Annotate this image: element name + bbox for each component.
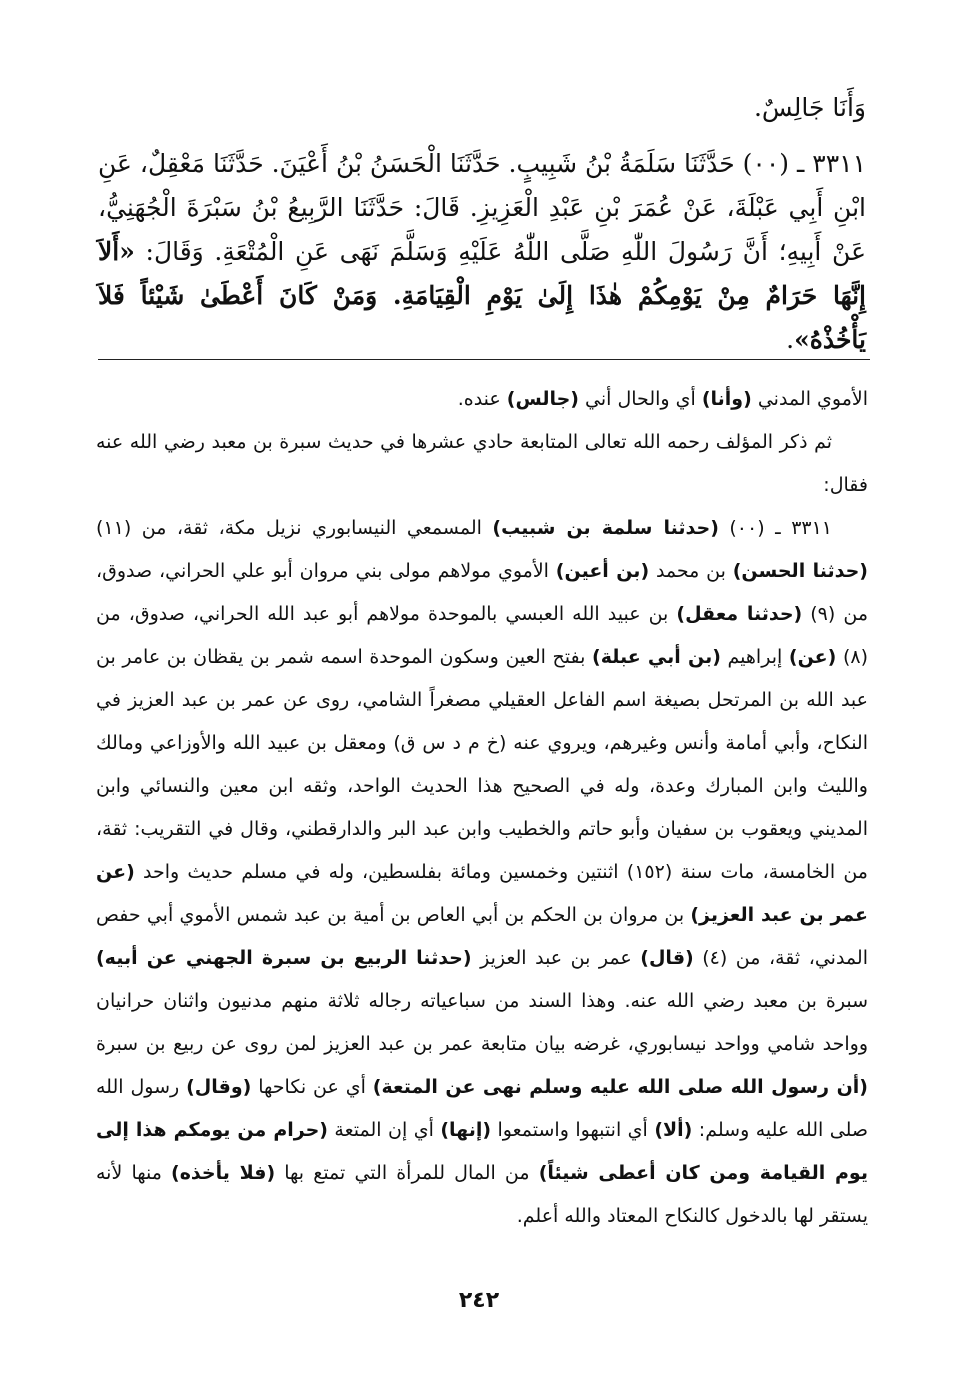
commentary-text: عنده.: [457, 388, 507, 410]
commentary-text: ٣٣١١ ـ (٠٠): [718, 517, 833, 539]
hadith-matn-bold: «أَلاَ إِنَّهَا حَرَامٌ مِنْ يَوْمِكُمْ هٰذَا إِلَىٰ يَوْمِ الْقِيَامَةِ. وَمَنْ كَانَ أَعْطَىٰ شَيْئاً فَلاَ يَأْخُذْهُ»: [98, 237, 866, 354]
commentary-bold: (وقال): [186, 1076, 252, 1098]
hadith-continuation-text: وَأَنَا جَالِسٌ.: [753, 93, 866, 122]
commentary-text: بفتح العين وسكون الموحدة اسمه شمر بن يقظان بن عامر بن عبد الله بن المرتحل بصيغة اسم الفاعل العقيلي مصغراً الشامي، روى عن عمر بن عبد العزيز في النكاح، وأبي أمامة وأنس وغيرهم، ويروي عنه (خ م د س ق) ومعقل بن عبيد الله والأوزاعي ومالك والليث وابن المبارك وعدة، وله في الصحيح هذا الحديث الواحد، وثقه ابن معين والنسائي وابن المديني ويعقوب بن سفيان وأبو حاتم والخطيب وابن عبد البر والدارقطني، وقال في التقريب: ثقة، من الخامسة، مات سنة (١٥٢) اثنتين وخمسين ومائة بفلسطين، وله في مسلم حديث واحد: [96, 646, 868, 883]
commentary-bold: (بن أبي عبلة): [592, 646, 721, 668]
commentary-text: منها لأنه يستقر لها بالدخول كالنكاح المعتاد والله أعلم.: [96, 1162, 868, 1227]
commentary-bold: (إنها): [440, 1119, 492, 1141]
footnote-divider: [98, 359, 870, 360]
commentary-text: بن عبيد الله العبسي بالموحدة مولاهم أبو عبد الله الحراني، صدوق، من (٨): [96, 603, 869, 668]
commentary-bold: (ألا): [654, 1119, 693, 1141]
commentary-text: إبراهيم: [720, 646, 789, 668]
commentary-text: ثم ذكر المؤلف رحمه الله تعالى المتابعة حادي عشرها في حديث سبرة بن معبد رضي الله عنه فقال:: [96, 431, 868, 496]
commentary-bold: (جالس): [506, 388, 579, 410]
page-number: ٢٤٢: [458, 1288, 500, 1313]
commentary-bold: (قال): [640, 947, 694, 969]
commentary-paragraph-2: [96, 421, 868, 507]
hadith-end-mark: .: [786, 325, 795, 354]
commentary-bold: (حدثنا الربيع بن سبرة الجهني عن أبيه): [96, 947, 472, 969]
commentary-bold: (حدثنا الحسن): [732, 560, 868, 582]
commentary-block: [96, 378, 868, 1238]
commentary-text: بن مروان بن الحكم بن أبي العاص بن أمية بن عبد شمس الأموي أبي حفص المدني، ثقة، من (٤): [96, 904, 868, 969]
commentary-text: أي إن المتعة: [327, 1119, 441, 1141]
commentary-paragraph-3: [96, 507, 868, 1238]
hadith-continuation-line: [754, 86, 866, 130]
commentary-bold: (عن): [788, 646, 837, 668]
commentary-text: الأموي المدني: [751, 388, 868, 410]
commentary-paragraph-1: [96, 378, 868, 421]
hadith-3311: [98, 142, 866, 362]
commentary-bold: (أن رسول الله صلى الله عليه وسلم نهى عن المتعة): [372, 1076, 868, 1098]
hadith-isnad-text: ٣٣١١ ـ (٠٠) حَدَّثَنَا سَلَمَةُ بْنُ شَبِيبٍ. حَدَّثَنَا الْحَسَنُ بْنُ أَعْيَنَ. حَدَّثَنَا مَعْقِلٌ، عَنِ ابْنِ أَبِي عَبْلَةَ، عَنْ عُمَرَ بْنِ عَبْدِ الْعَزِيزِ. قَالَ: حَدَّثَنَا الرَّبِيعُ بْنُ سَبْرَةَ الْجُهَنِيُّ، عَنْ أَبِيهِ؛ أَنَّ رَسُولَ اللّٰهِ صَلَّى اللّٰهُ عَلَيْهِ وَسَلَّمَ نَهَى عَنِ الْمُتْعَةِ. وَقَالَ:: [98, 149, 866, 266]
commentary-text: رسول الله صلى الله عليه وسلم:: [96, 1076, 868, 1141]
commentary-text: المسمعي النيسابوري نزيل مكة، ثقة، من (١١): [96, 517, 493, 539]
commentary-text: أي والحال أني: [578, 388, 702, 410]
commentary-text: بن محمد: [649, 560, 733, 582]
commentary-text: سبرة بن معبد رضي الله عنه. وهذا السند من سباعياته رجاله ثلاثة منهم مدنيون واثنان حرانيان وواحد شامي وواحد نيسابوري، غرضه بيان متابعة عمر بن عبد العزيز لمن روى عن ربيع بن سبرة: [96, 990, 868, 1055]
commentary-text: الأموي مولاهم مولى بني مروان أبو علي الحراني، صدوق، من (٩): [96, 560, 868, 625]
commentary-bold: (فلا يأخذه): [171, 1162, 276, 1184]
commentary-text: أي انتبهوا واستمعوا: [491, 1119, 655, 1141]
commentary-bold: (وأنا): [701, 388, 752, 410]
commentary-text: عمر بن عبد العزيز: [471, 947, 641, 969]
commentary-text: من المال للمرأة التي تمتع بها: [275, 1162, 539, 1184]
commentary-bold: (عن عمر بن عبد العزيز): [96, 861, 868, 926]
commentary-bold: (حرام من يومكم هذا إلى يوم القيامة ومن كان أعطى شيئاً): [96, 1119, 868, 1184]
commentary-bold: (حدثنا معقل): [676, 603, 803, 625]
commentary-text: أي عن نكاحها: [251, 1076, 373, 1098]
commentary-bold: (بن أعين): [555, 560, 650, 582]
commentary-bold: (حدثنا سلمة بن شبيب): [492, 517, 719, 539]
